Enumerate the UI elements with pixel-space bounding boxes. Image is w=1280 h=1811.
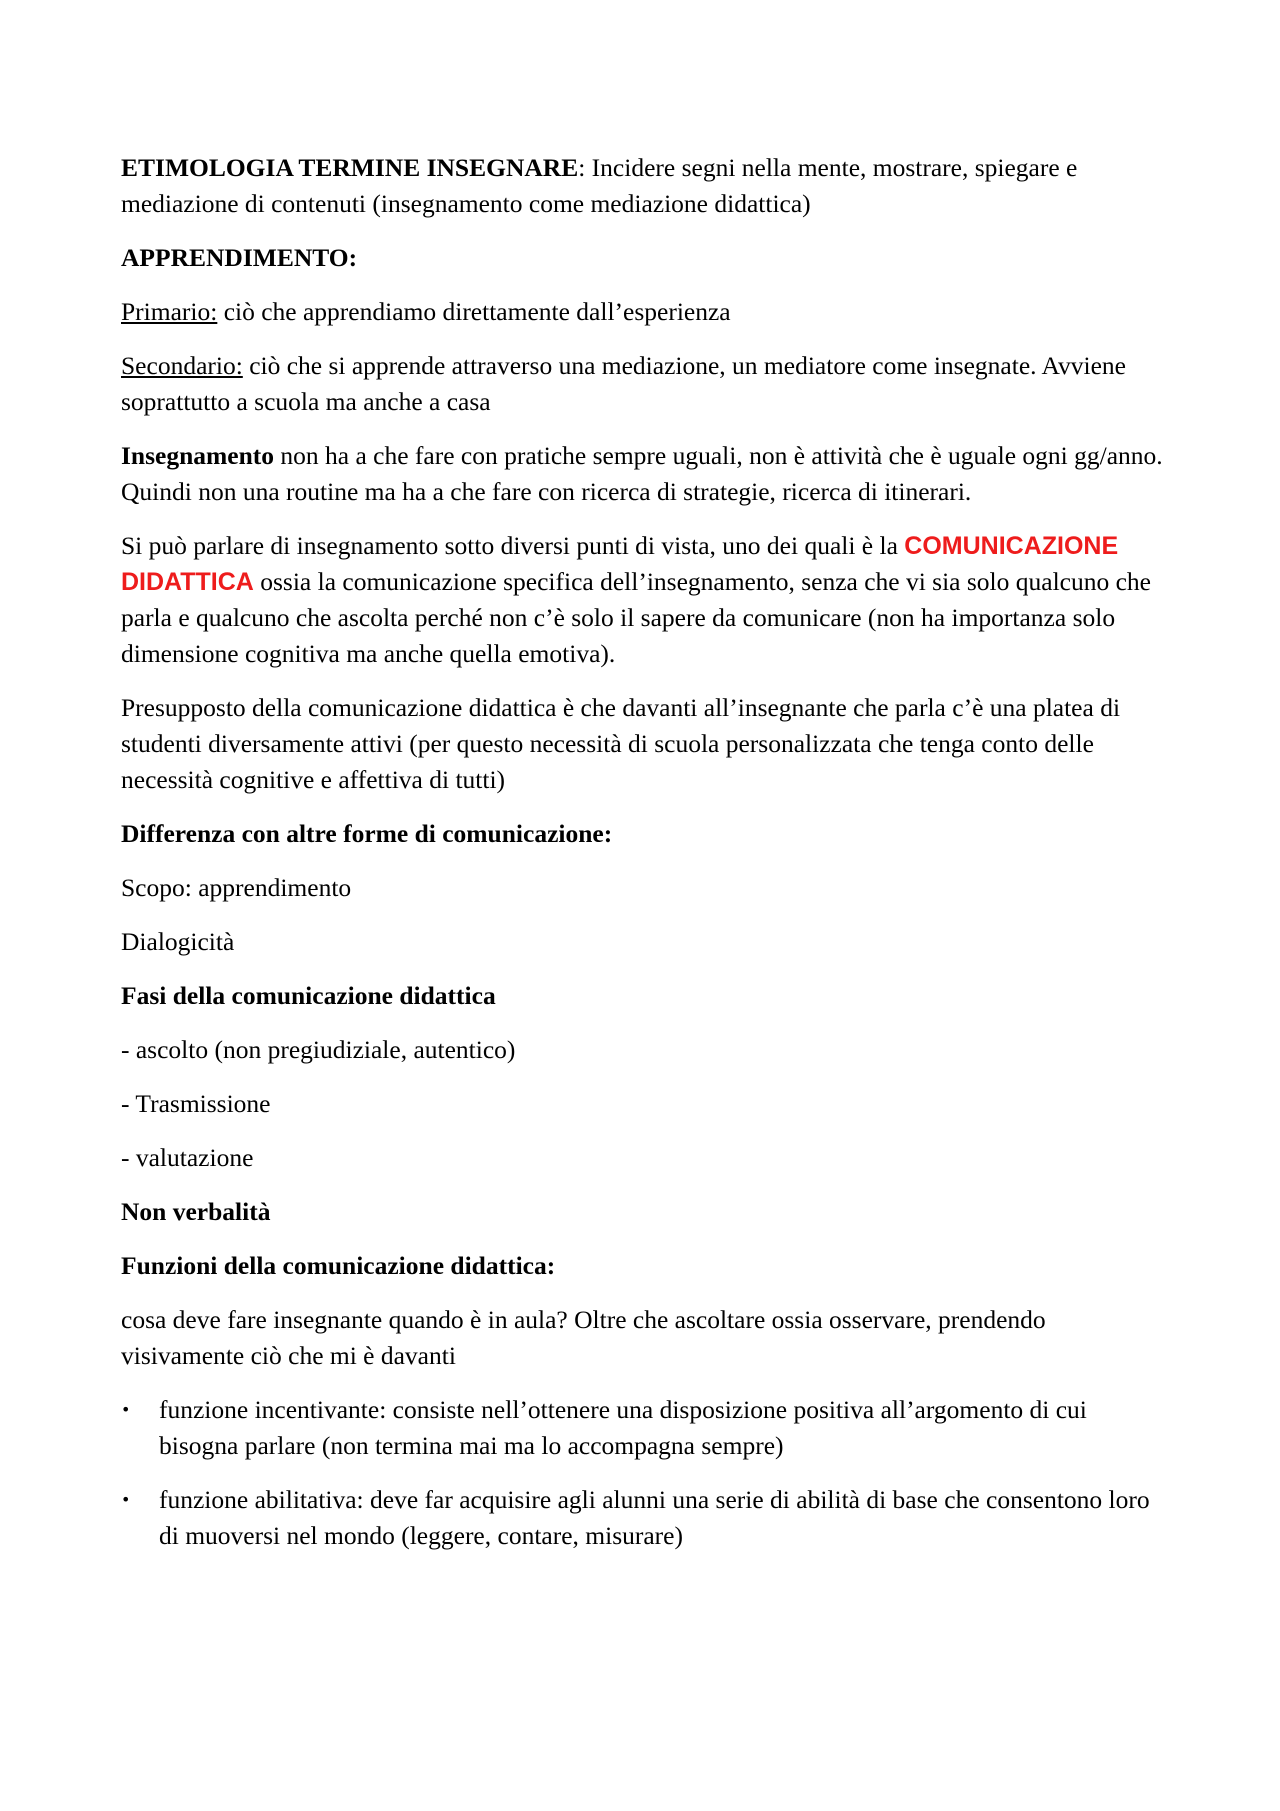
funzione-text: funzione incentivante: consiste nell’ottenere una disposizione positiva all’argomento di cui bisogna parlare (non termina mai ma lo accompagna sempre) bbox=[159, 1395, 1087, 1460]
scopo-line: Scopo: apprendimento bbox=[121, 873, 352, 902]
secondario-label: Secondario: bbox=[121, 351, 243, 380]
secondario-text: ciò che si apprende attraverso una mediazione, un mediatore come insegnate. Avviene soprattutto a scuola ma anche a casa bbox=[121, 351, 1126, 416]
comunicazione-didattica-highlight: COMUNICAZIONE DIDATTICA bbox=[121, 532, 1119, 596]
insegnamento-heading: Insegnamento bbox=[121, 441, 275, 470]
funzioni-list bbox=[121, 1392, 1171, 1554]
list-item bbox=[121, 1482, 1171, 1554]
fase-item: - valutazione bbox=[121, 1143, 254, 1172]
insegnamento-paragraph bbox=[121, 438, 1171, 510]
fasi-heading: Fasi della comunicazione didattica bbox=[121, 981, 496, 1010]
presupposto-paragraph: Presupposto della comunicazione didattica è che davanti all’insegnante che parla c’è una platea di studenti diversamente attivi (per questo necessità di scuola personalizzata che tenga conto delle necessità cognitive e affettiva di tutti) bbox=[121, 693, 1121, 794]
primario-text: ciò che apprendiamo direttamente dall’esperienza bbox=[217, 297, 731, 326]
comunicazione-post-text: ossia la comunicazione specifica dell’insegnamento, senza che vi sia solo qualcuno che parla e qualcuno che ascolta perché non c’è solo il sapere da comunicare (non ha importanza solo dimensione cognitiva ma anche quella emotiva). bbox=[121, 567, 1151, 668]
funzioni-heading: Funzioni della comunicazione didattica: bbox=[121, 1251, 556, 1280]
bullet-icon: • bbox=[121, 1490, 131, 1509]
apprendimento-heading: APPRENDIMENTO: bbox=[121, 243, 358, 272]
document-page bbox=[121, 150, 1171, 1572]
fase-item: - ascolto (non pregiudiziale, autentico) bbox=[121, 1035, 516, 1064]
primario-label: Primario: bbox=[121, 297, 218, 326]
etimologia-text: : Incidere segni nella mente, mostrare, spiegare e mediazione di contenuti (insegnamento come mediazione didattica) bbox=[121, 153, 1078, 218]
list-item bbox=[121, 1392, 1171, 1464]
dialogicita-line: Dialogicità bbox=[121, 927, 235, 956]
funzioni-intro-paragraph: cosa deve fare insegnante quando è in aula? Oltre che ascoltare ossia osservare, prendendo visivamente ciò che mi è davanti bbox=[121, 1305, 1046, 1370]
bullet-icon: • bbox=[121, 1400, 131, 1419]
etimologia-heading: ETIMOLOGIA TERMINE INSEGNARE bbox=[121, 153, 579, 182]
etimologia-paragraph bbox=[121, 150, 1171, 222]
primario-paragraph bbox=[121, 294, 1171, 330]
secondario-paragraph bbox=[121, 348, 1171, 420]
comunicazione-paragraph bbox=[121, 528, 1171, 672]
fase-item: - Trasmissione bbox=[121, 1089, 271, 1118]
non-verbalita-heading: Non verbalità bbox=[121, 1197, 271, 1226]
differenza-heading: Differenza con altre forme di comunicazione: bbox=[121, 819, 613, 848]
comunicazione-pre-text: Si può parlare di insegnamento sotto diversi punti di vista, uno dei quali è la bbox=[121, 531, 905, 560]
insegnamento-text: non ha a che fare con pratiche sempre uguali, non è attività che è uguale ogni gg/anno. Quindi non una routine ma ha a che fare con ricerca di strategie, ricerca di itinerari. bbox=[121, 441, 1163, 506]
funzione-text: funzione abilitativa: deve far acquisire agli alunni una serie di abilità di base che consentono loro di muoversi nel mondo (leggere, contare, misurare) bbox=[159, 1485, 1150, 1550]
